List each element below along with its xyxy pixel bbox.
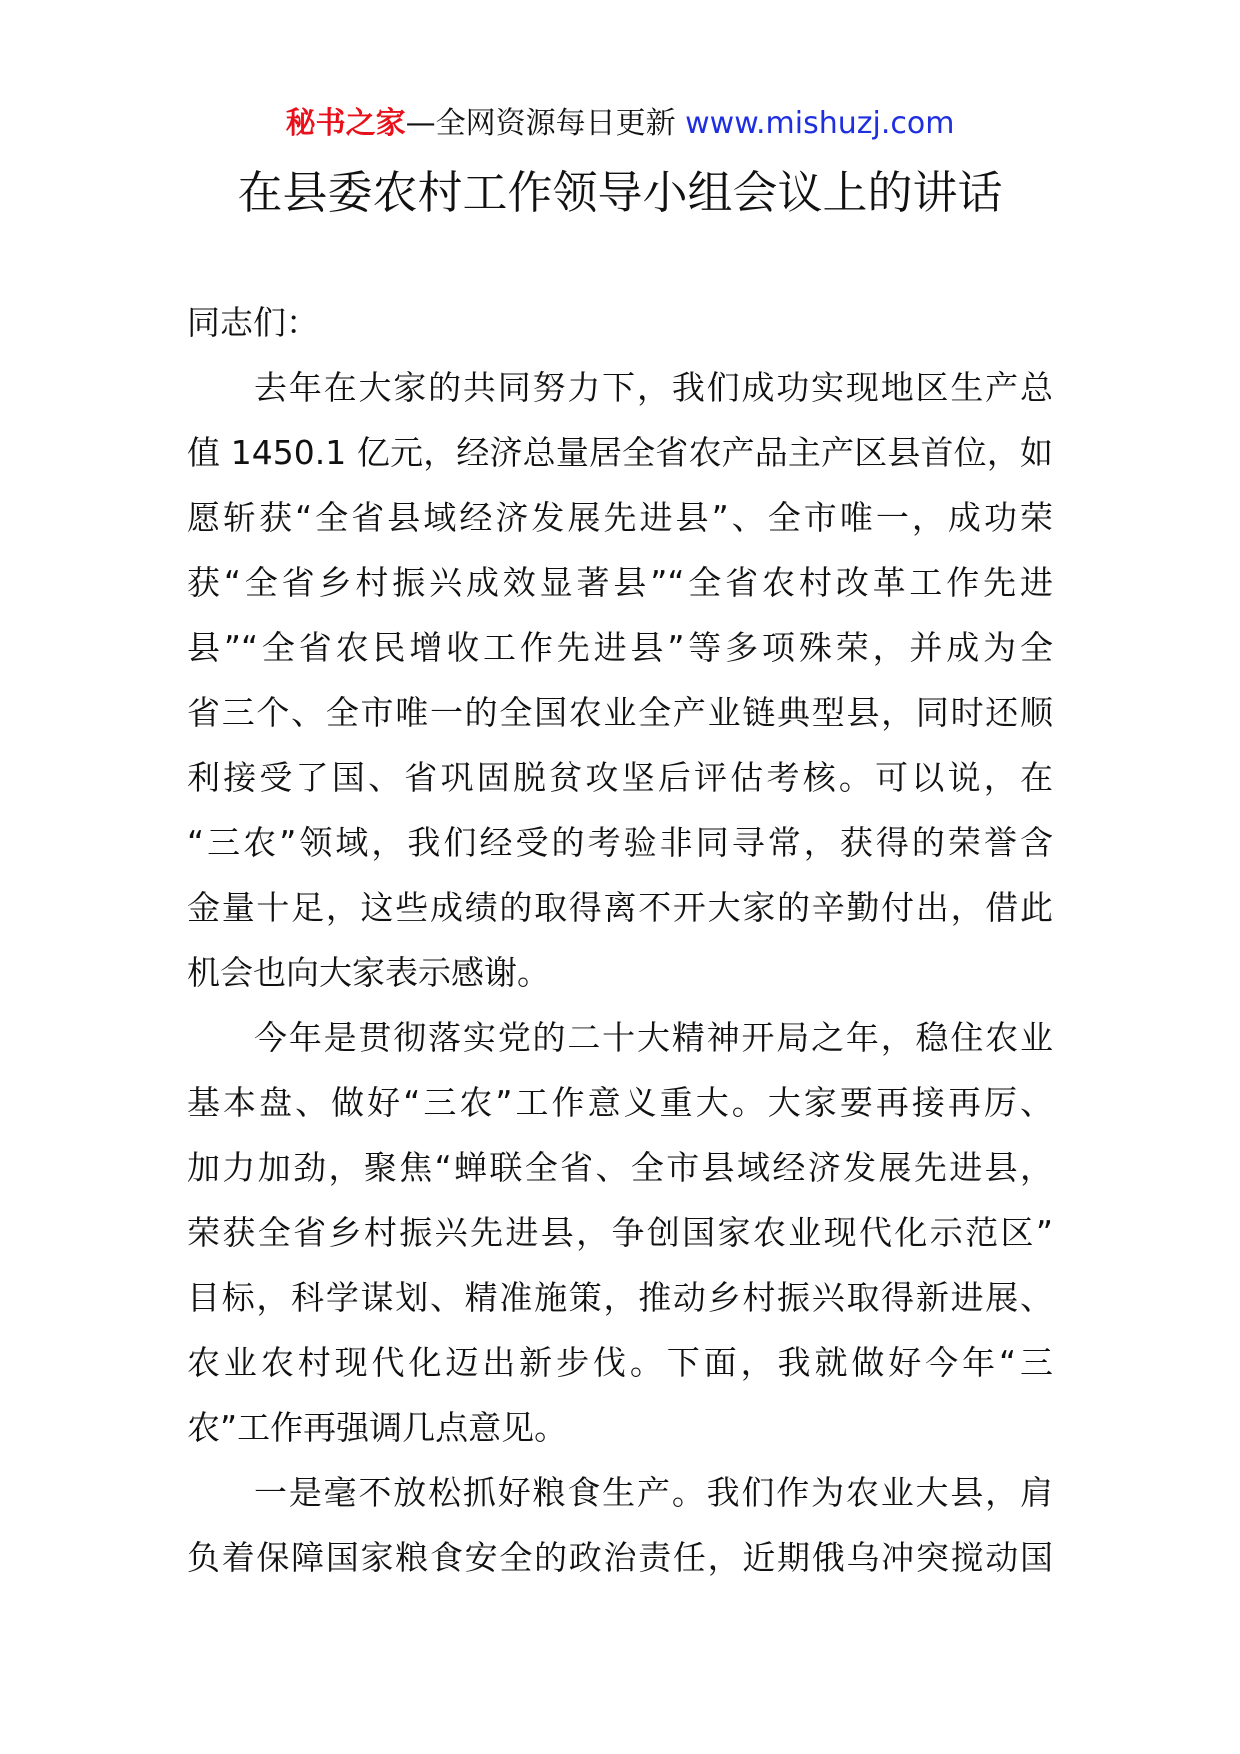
salutation-line: 同志们： bbox=[187, 303, 319, 342]
site-header bbox=[0, 104, 1240, 144]
paragraph-line: 农业农村现代化迈出新步伐。下面，我就做好今年“三 bbox=[187, 1343, 1053, 1382]
paragraph-line: 去年在大家的共同努力下，我们成功实现地区生产总 bbox=[254, 368, 1053, 407]
site-brand: 秘书之家 bbox=[285, 106, 406, 141]
paragraph-line: 一是毫不放松抓好粮食生产。我们作为农业大县，肩 bbox=[254, 1473, 1053, 1512]
paragraph-line: 省三个、全市唯一的全国农业全产业链典型县，同时还顺 bbox=[187, 693, 1053, 732]
paragraph-line: 愿斩获“全省县域经济发展先进县”、全市唯一，成功荣 bbox=[187, 498, 1053, 537]
paragraph-line: 今年是贯彻落实党的二十大精神开局之年，稳住农业 bbox=[254, 1018, 1053, 1057]
paragraph-line: 获“全省乡村振兴成效显著县”“全省农村改革工作先进 bbox=[187, 563, 1053, 602]
paragraph-line: 县”“全省农民增收工作先进县”等多项殊荣，并成为全 bbox=[187, 628, 1053, 667]
paragraph-line: 加力加劲，聚焦“蝉联全省、全市县域经济发展先进县， bbox=[187, 1148, 1053, 1187]
document-body bbox=[187, 290, 1053, 1590]
site-url-link[interactable]: www.mishuzj.com bbox=[685, 106, 955, 141]
paragraph-line: 负着保障国家粮食安全的政治责任，近期俄乌冲突搅动国 bbox=[187, 1538, 1053, 1577]
paragraph-line: 机会也向大家表示感谢。 bbox=[187, 953, 550, 992]
paragraph-line: 基本盘、做好“三农”工作意义重大。大家要再接再厉、 bbox=[187, 1083, 1053, 1122]
paragraph-line: 金量十足，这些成绩的取得离不开大家的辛勤付出，借此 bbox=[187, 888, 1053, 927]
paragraph-line: 目标，科学谋划、精准施策，推动乡村振兴取得新进展、 bbox=[187, 1278, 1053, 1317]
site-tagline: —全网资源每日更新 bbox=[405, 106, 686, 141]
paragraph-line: 利接受了国、省巩固脱贫攻坚后评估考核。可以说，在 bbox=[187, 758, 1053, 797]
paragraph-line: 值 1450.1 亿元，经济总量居全省农产品主产区县首位，如 bbox=[187, 433, 1053, 472]
document-title: 在县委农村工作领导小组会议上的讲话 bbox=[237, 166, 1003, 219]
paragraph-line: 农”工作再强调几点意见。 bbox=[187, 1408, 568, 1447]
paragraph-line: “三农”领域，我们经受的考验非同寻常，获得的荣誉含 bbox=[187, 823, 1053, 862]
paragraph-line: 荣获全省乡村振兴先进县，争创国家农业现代化示范区” bbox=[187, 1213, 1053, 1252]
